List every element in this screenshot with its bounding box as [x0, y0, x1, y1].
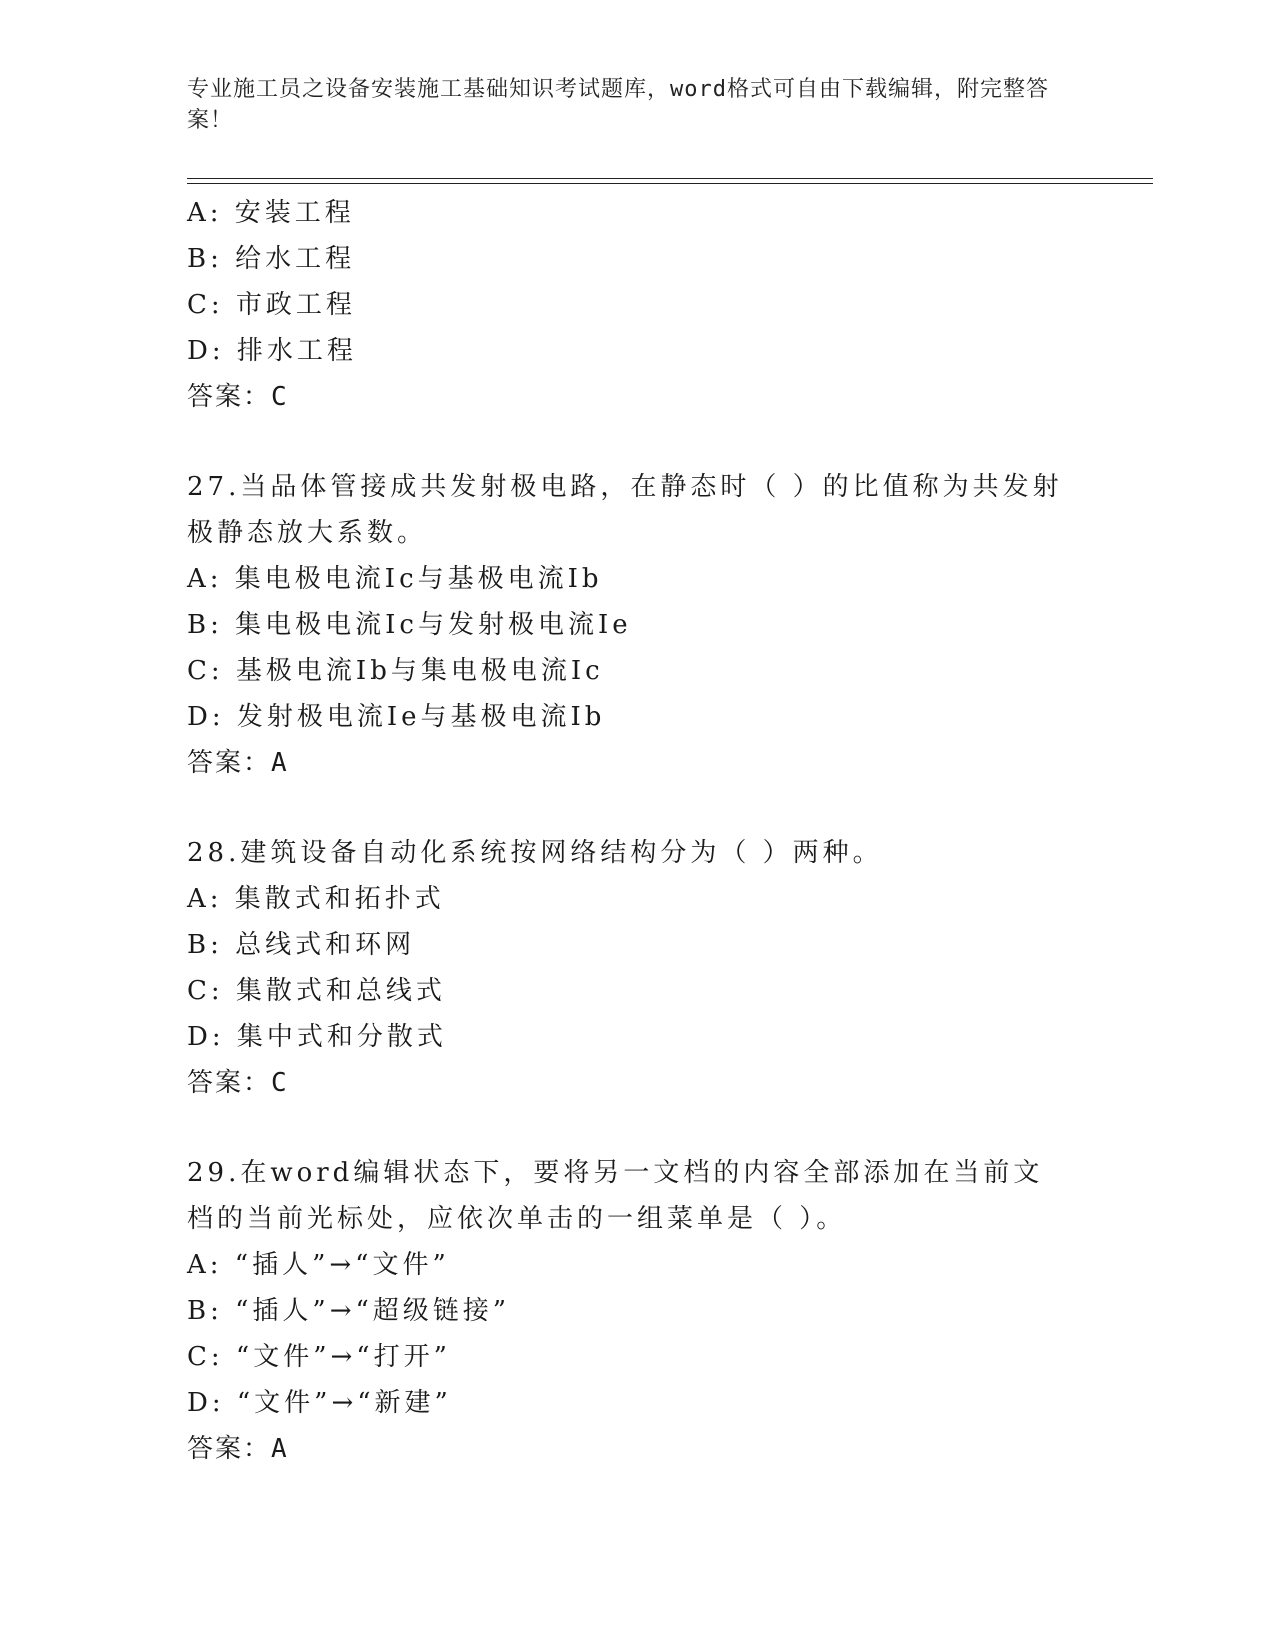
option-c: C: 市政工程	[187, 290, 356, 320]
option-d: D: 排水工程	[187, 336, 357, 366]
header-divider-bottom	[187, 183, 1153, 184]
option-c: C: 集散式和总线式	[187, 976, 446, 1006]
document-body	[187, 190, 1067, 1472]
question-29	[187, 1150, 1067, 1472]
option-c: C: 基极电流Ib与集电极电流Ic	[187, 656, 604, 686]
option-a: A: 集电极电流Ic与基极电流Ib	[187, 564, 603, 594]
question-text: 28.建筑设备自动化系统按网络结构分为（ ）两种。	[187, 838, 883, 868]
question-text: 27.当品体管接成共发射极电路，在静态时（ ）的比值称为共发射极静态放大系数。	[187, 472, 1063, 548]
header-divider-top	[187, 178, 1153, 179]
question-26-continuation	[187, 190, 1067, 420]
question-28	[187, 830, 1067, 1106]
answer: 答案：A	[187, 748, 289, 778]
option-c: C: “文件”→“打开”	[187, 1342, 451, 1372]
document-header: 专业施工员之设备安装施工基础知识考试题库，word格式可自由下载编辑，附完整答案！	[187, 77, 1049, 133]
option-a: A: “插人”→“文件”	[187, 1250, 450, 1280]
option-a: A: 安装工程	[187, 198, 355, 228]
question-27	[187, 464, 1067, 786]
option-d: D: “文件”→“新建”	[187, 1388, 452, 1418]
option-d: D: 发射极电流Ie与基极电流Ib	[187, 702, 606, 732]
answer: 答案：A	[187, 1434, 289, 1464]
answer: 答案：C	[187, 1068, 289, 1098]
option-b: B: 集电极电流Ic与发射极电流Ie	[187, 610, 632, 640]
question-text: 29.在word编辑状态下，要将另一文档的内容全部添加在当前文档的当前光标处，应依次单击的一组菜单是（ ）。	[187, 1158, 1044, 1234]
option-d: D: 集中式和分散式	[187, 1022, 447, 1052]
option-b: B: “插人”→“超级链接”	[187, 1296, 511, 1326]
option-b: B: 给水工程	[187, 244, 356, 274]
option-a: A: 集散式和拓扑式	[187, 884, 445, 914]
option-b: B: 总线式和环网	[187, 930, 416, 960]
answer: 答案：C	[187, 382, 289, 412]
